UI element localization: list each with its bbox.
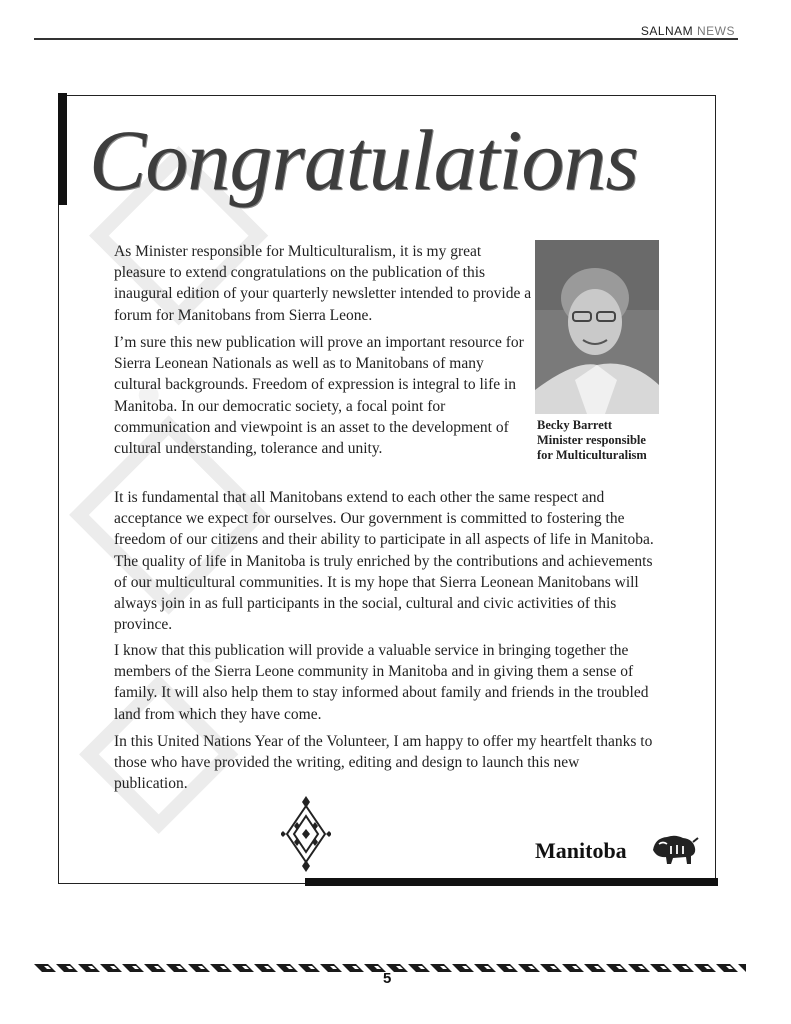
page-number: 5 <box>383 970 392 987</box>
publication-name: SALNAM <box>640 24 697 38</box>
letter-paragraph-1: As Minister responsible for Multiculturalism, it is my great pleasure to extend congratulations on the publication of this inaugural edition of your quarterly newsletter intended to provide a forum for Manitobans from Sierra Leone. <box>114 243 532 324</box>
letter-paragraph-5: In this United Nations Year of the Volunteer, I am happy to offer my heartfelt thanks to those who have provided the writing, editing and design to launch this new publication. <box>114 733 653 793</box>
letter-frame <box>58 95 716 884</box>
letter-paragraph-2: I’m sure this new publication will prove an important resource for Sierra Leonean Nationals as well as to Manitobans of many cultural backgrounds. Freedom of expression is integral to life in Manitoba. In our democratic society, a focal point for communication and viewpoint is an asset to the development of cultural understanding, tolerance and unity. <box>114 334 524 458</box>
caption-name: Becky Barrett <box>537 418 613 432</box>
header-rule <box>34 38 738 40</box>
headline: Congratulations <box>89 112 638 208</box>
diamond-lattice-ornament-icon <box>281 796 331 872</box>
manitoba-wordmark: Manitoba <box>535 838 627 863</box>
publication-name-suffix: NEWS <box>697 24 735 38</box>
frame-accent-bar-bottom <box>305 878 718 886</box>
minister-photo <box>535 240 659 414</box>
bison-logo-icon <box>649 832 699 866</box>
caption-title-line-2: for Multiculturalism <box>537 448 647 462</box>
letter-paragraph-4: I know that this publication will provide a valuable service in bringing together the members of the Sierra Leone community in Manitoba and in giving them a sense of family. It will also help them to stay informed about family and friends in the troubled land from which they have come. <box>114 642 649 723</box>
letter-paragraph-3: It is fundamental that all Manitobans extend to each other the same respect and acceptance we expect for ourselves. Our government is committed to fostering the freedom of our citizens and their ability to participate in all aspects of life in Manitoba. The quality of life in Manitoba is truly enriched by the contributions and achievements of our multicultural communities. It is my hope that Sierra Leonean Manitobans will always join in as full participants in the social, cultural and civic activities of this province. <box>114 489 654 634</box>
frame-accent-bar-left <box>58 93 67 205</box>
publication-header <box>641 24 735 38</box>
caption-title-line-1: Minister responsible <box>537 433 646 447</box>
photo-caption <box>537 418 647 463</box>
